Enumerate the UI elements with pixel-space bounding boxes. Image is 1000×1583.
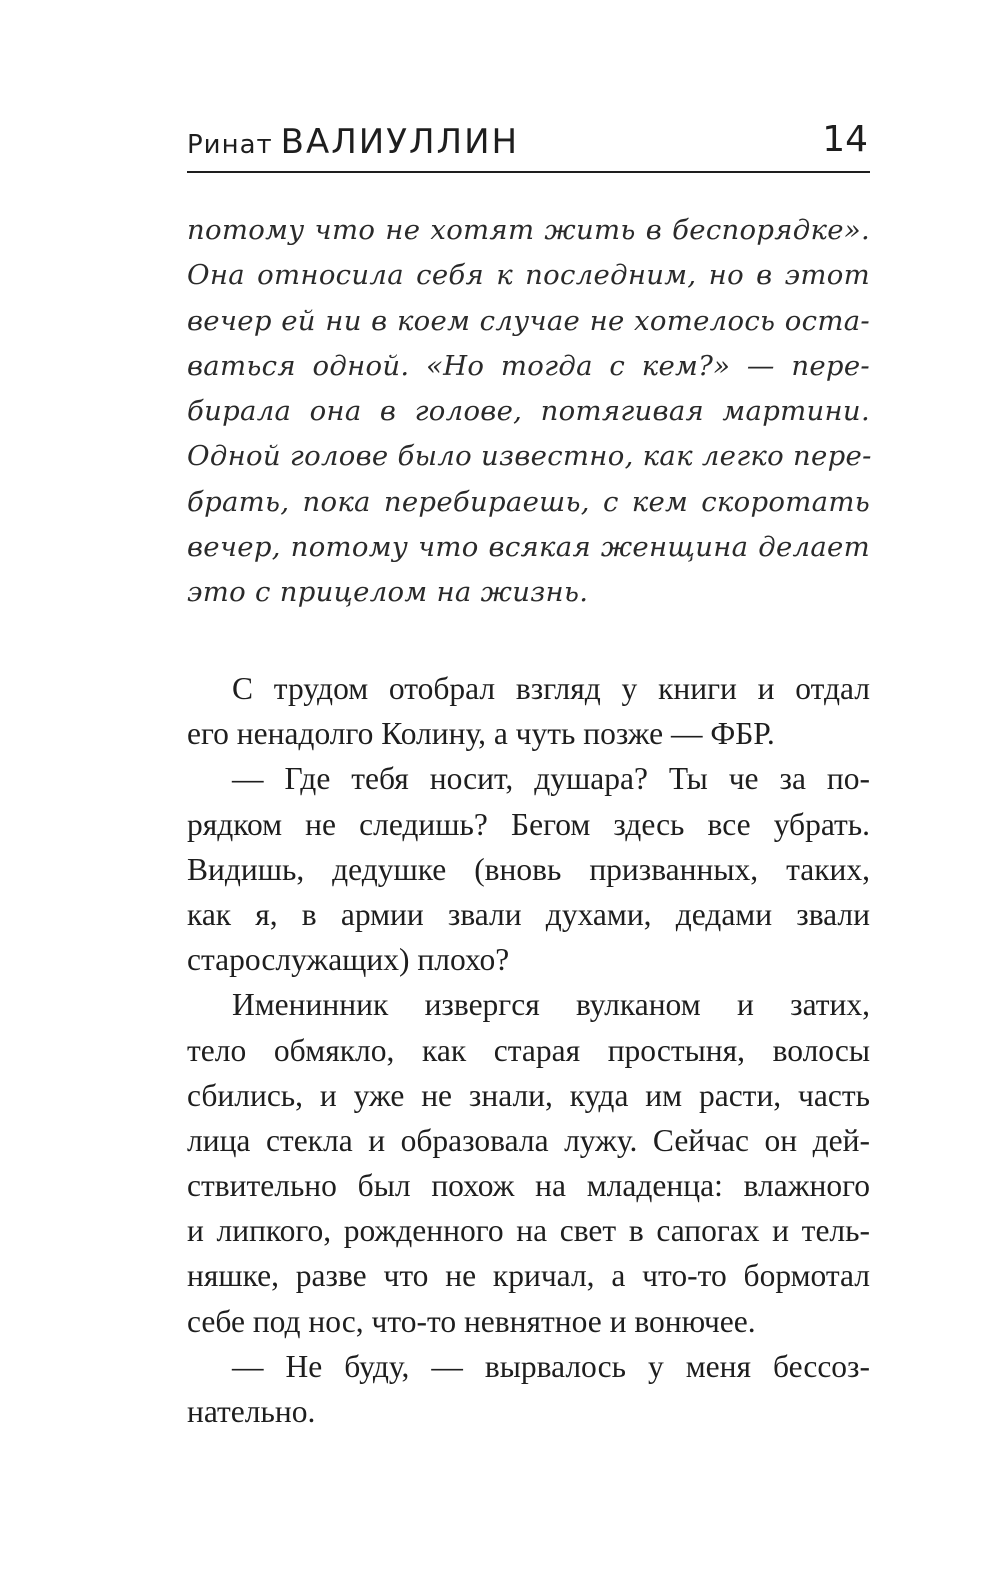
text-line: как я, в армии звали духами, дедами звали [187, 896, 870, 932]
text-line: бирала она в голове, потягивая мартини. [187, 395, 870, 428]
running-header [187, 112, 870, 174]
text-line: вечер ей ни в коем случае не хотелось оста- [187, 304, 870, 337]
author-name [187, 122, 519, 165]
author-first-name: Ринат [187, 130, 273, 160]
text-line: брать, пока перебираешь, с кем скоротать [187, 485, 870, 518]
text-line: сбились, и уже не знали, куда им расти, часть [187, 1077, 870, 1113]
body-text [187, 666, 870, 1434]
text-line: его ненадолго Колину, а чуть позже — ФБР. [187, 716, 775, 752]
author-last-name: ВАЛИУЛЛИН [280, 122, 520, 162]
text-line: рядком не следишь? Бегом здесь все убрать. [187, 806, 870, 842]
text-line: лица стекла и образовала лужу. Сейчас он дей- [187, 1122, 870, 1158]
text-line: потому что не хотят жить в беспорядке». [187, 214, 870, 246]
italic-quote-block [187, 208, 870, 616]
text-line: няшке, разве что не кричал, а что-то бормотал [187, 1258, 870, 1294]
header-divider [187, 171, 870, 173]
text-line: тело обмякло, как старая простыня, волосы [187, 1032, 870, 1068]
text-line: и липкого, рожденного на свет в сапогах и тель- [187, 1213, 870, 1249]
text-line: старослужащих) плохо? [187, 942, 510, 978]
text-line: Видишь, дедушке (вновь призванных, таких, [187, 851, 870, 887]
text-line: — Не буду, — вырвалось у меня бессоз- [232, 1348, 870, 1384]
text-line: Одной голове было известно, как легко пере- [187, 440, 872, 473]
text-line: С трудом отобрал взгляд у книги и отдал [232, 671, 870, 706]
page-number: 14 [822, 119, 868, 160]
text-line: ваться одной. «Но тогда с кем?» — пере- [187, 349, 870, 382]
text-line: это с прицелом на жизнь. [187, 576, 589, 609]
text-line: Она относила себя к последним, но в этот [187, 259, 870, 292]
text-line: вечер, потому что всякая женщина делает [187, 531, 870, 564]
text-line: Именинник извергся вулканом и затих, [232, 987, 870, 1023]
text-line: ствительно был похож на младенца: влажного [187, 1168, 870, 1204]
text-line: — Где тебя носит, душара? Ты че за по- [232, 761, 870, 797]
text-line: себе под нос, что-то невнятное и вонючее. [187, 1303, 756, 1339]
text-line: нательно. [187, 1394, 316, 1429]
